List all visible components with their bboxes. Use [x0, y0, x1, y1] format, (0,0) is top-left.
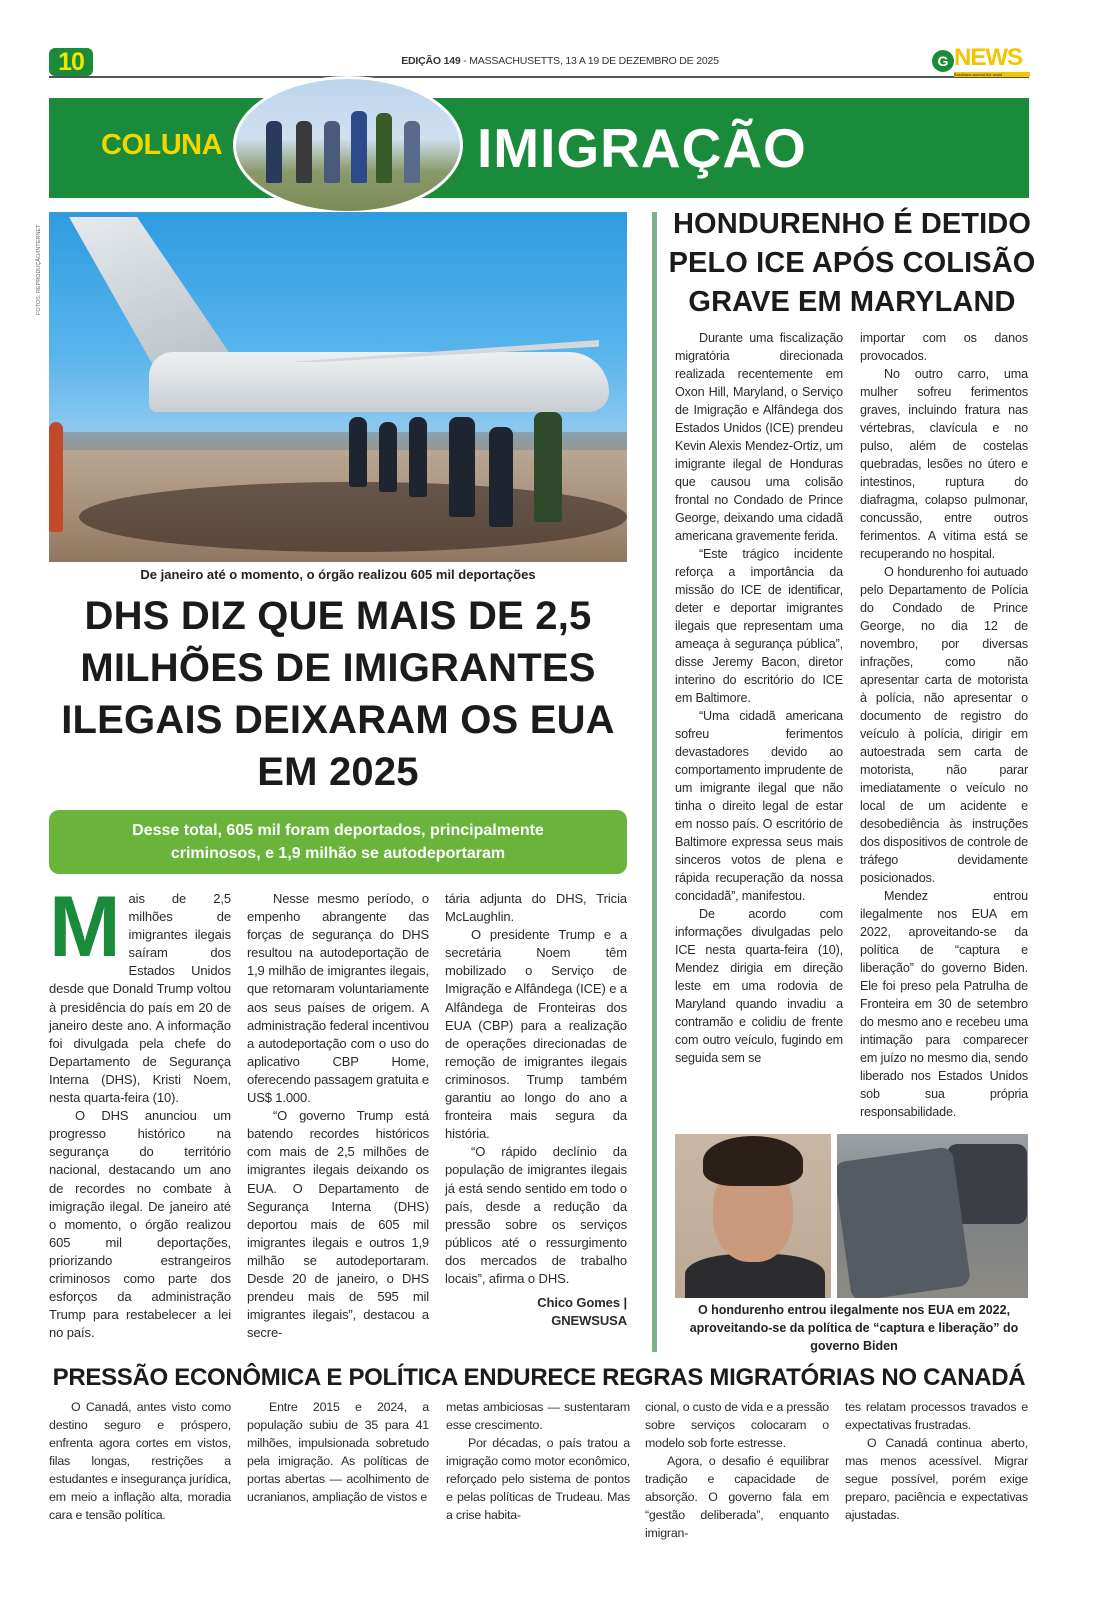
figure — [324, 121, 340, 183]
paragraph: Nesse mesmo período, o empenho abrangente das forças de segurança do DHS resultou na autodeportação de 1,9 milhão de imigrantes ilegais, que retornaram voluntariamente aos seus países de origem. A administração federal incentivou a autodeportação com o uso do aplicativo CBP Home, oferecendo passagem gratuita e US$ 1.000. — [247, 891, 429, 1106]
main-photo-deportation-flight — [49, 212, 627, 562]
gnews-logo[interactable] — [932, 44, 1030, 77]
photo-person — [49, 422, 63, 532]
banner-title: IMIGRAÇÃO — [477, 117, 807, 179]
photo-wrecked-car — [837, 1146, 971, 1298]
photo-plane-fuselage — [149, 352, 609, 412]
main-story-col-3 — [445, 890, 627, 1330]
main-photo-caption: De janeiro até o momento, o órgão realizou 605 mil deportações — [140, 567, 536, 582]
side-photo-caption: O hondurenho entrou ilegalmente nos EUA em 2022, aproveitando-se da política de “captura e liberação” do governo Biden — [689, 1303, 1019, 1353]
paragraph: ais de 2,5 milhões de imigrantes ilegais saíram dos Estados Unidos desde que Donald Trump voltou à presidência do país em 20 de janeiro deste ano. A informação foi divulgada pela chefe do Departamento de Segurança Interna (DHS), Kristi Noem, nesta quarta-feira (10). — [49, 891, 231, 1106]
paragraph: importar com os danos provocados. — [860, 331, 1028, 363]
photo-plane-tail — [69, 217, 239, 367]
banner-kicker: COLUNA — [101, 129, 223, 161]
figure — [404, 121, 420, 183]
column-banner — [49, 98, 1029, 198]
paragraph: Agora, o desafio é equilibrar tradição e capacidade de absorção. O governo fala em “gestão deliberada”, enquanto imigran- — [645, 1454, 829, 1540]
paragraph: O DHS anunciou um progresso histórico na segurança do território nacional, destacando um ano de recordes no combate à imigração ilegal. De janeiro até o momento, o órgão realizou 605 mil deportações, priorizando estrangeiros criminosos como parte dos esforços da administração Trump para restabelecer a lei no país. — [49, 1108, 231, 1341]
logo-tagline: Brazilians around the world — [954, 72, 1030, 77]
banner-photo-migrants — [233, 76, 463, 214]
photo-person — [449, 417, 475, 517]
crash-photo — [837, 1134, 1028, 1298]
canada-col-1 — [49, 1398, 231, 1524]
figure — [376, 113, 392, 183]
paragraph: No outro carro, uma mulher sofreu ferimentos graves, incluindo fratura nas vértebras, clavícula e no pulso, além de costelas quebradas, lesões no útero e intestinos, ruptura do diafragma, colapso pulmonar, concussão, entre outros ferimentos. A vítima está se recuperando no hospital. — [860, 367, 1028, 561]
byline-outlet: GNEWSUSA — [551, 1313, 627, 1329]
photo-person — [489, 427, 513, 527]
byline — [445, 1294, 627, 1330]
paragraph: “Este trágico incidente reforça a importância da missão do ICE de identificar, deter e deportar imigrantes ilegais que representam uma ameaça à segurança pública”, disse Jeremy Bacon, diretor interino do escritório do ICE em Baltimore. — [675, 547, 843, 705]
byline-author: Chico Gomes | — [537, 1295, 627, 1311]
paragraph: O hondurenho foi autuado pelo Departamento de Polícia do Condado de Prince George, no dia 12 de novembro, por diversas infrações, como não apresentar carta de motorista à polícia, não apresentar o documento de registro do veículo à polícia, dirigir em autoestrada sem carta de motorista, não parar imediatamente o veículo no local de um acidente e desobediência às instruções dos dispositivos de controle de tráfego devidamente posicionados. — [860, 565, 1028, 885]
main-headline: DHS DIZ QUE MAIS DE 2,5 MILHÕES DE IMIGRANTES ILEGAIS DEIXARAM OS EUA EM 2025 — [61, 594, 615, 794]
paragraph: “O governo Trump está batendo recordes históricos com mais de 2,5 milhões de imigrantes ilegais deixando os EUA. O Departamento de Segurança Interna (DHS) deportou mais de 605 mil imigrantes ilegais e outros 1,9 milhão se autodeportaram. Desde 20 de janeiro, o DHS prendeu mais de 595 mil imigrantes ilegais”, destacou a secre- — [247, 1108, 429, 1341]
paragraph: metas ambiciosas — sustentaram esse crescimento. — [446, 1400, 630, 1432]
photo-person — [534, 412, 562, 522]
paragraph: Por décadas, o país tratou a imigração como motor econômico, reforçado pelo sistema de pontos e pelas políticas de Trudeau. Mas a crise habita- — [446, 1436, 630, 1522]
main-story-col-2 — [247, 890, 429, 1342]
paragraph: “O rápido declínio da população de imigrantes ilegais já está sendo sentido em todo o país, desde a redução da pressão sobre os serviços públicos até o ressurgimento dos mercados de trabalho locais”, afirma o DHS. — [445, 1144, 627, 1286]
canada-headline: PRESSÃO ECONÔMICA E POLÍTICA ENDURECE REGRAS MIGRATÓRIAS NO CANADÁ — [52, 1364, 1026, 1391]
side-headline: HONDURENHO É DETIDO PELO ICE APÓS COLISÃO GRAVE EM MARYLAND — [668, 208, 1036, 318]
paragraph: Durante uma fiscalização migratória direcionada realizada recentemente em Oxon Hill, Maryland, o Serviço de Imigração e Alfândega dos Estados Unidos (ICE) prendeu Kevin Alexis Mendez-Ortiz, um imigrante ilegal de Honduras que causou uma colisão frontal no Condado de Prince George, deixando uma cidadã americana gravemente ferida. — [675, 331, 843, 543]
edition-label: EDIÇÃO 149 — [401, 55, 461, 67]
paragraph: O Canadá continua aberto, mas menos acessível. Migrar segue possível, porém exige preparo, paciência e expectativas ajustadas. — [845, 1436, 1028, 1522]
paragraph: tes relatam processos travados e expectativas frustradas. — [845, 1400, 1028, 1432]
header-rule — [49, 76, 1029, 78]
figure — [351, 111, 367, 183]
drop-cap: M — [49, 879, 121, 975]
main-story-col-1 — [49, 879, 231, 1342]
paragraph: De acordo com informações divulgadas pelo ICE nesta quarta-feira (10), Mendez dirigia em direção leste em uma rodovia de Maryland quando invadiu a contramão e colidiu de frente com outro veículo, fugindo em seguida sem se — [675, 907, 843, 1065]
paragraph: tária adjunta do DHS, Tricia McLaughlin. — [445, 891, 627, 925]
subheadline-text: Desse total, 605 mil foram deportados, principalmente criminosos, e 1,9 milhão se autodeportaram — [132, 822, 544, 862]
logo-g-icon: G — [932, 50, 954, 72]
photo-person — [379, 422, 397, 492]
photo-person — [409, 417, 427, 497]
side-story-col-1 — [675, 329, 843, 1067]
paragraph: O presidente Trump e a secretária Noem têm mobilizado o Serviço de Imigração e Alfândega (ICE) e a Alfândega de Fronteiras dos EUA (CBP) para a realização de operações direcionadas de remoção de imigrantes ilegais criminosos. Trump também garantiu ao longo do ano a fronteira mais segura da história. — [445, 927, 627, 1142]
canada-col-2 — [247, 1398, 429, 1506]
paragraph: Entre 2015 e 2024, a população subiu de 35 para 41 milhões, impulsionada sobretudo pela imigração. As políticas de portas abertas — acolhimento de ucranianos, ampliação de vistos e — [247, 1400, 429, 1504]
page-number: 10 — [49, 48, 93, 76]
logo-word: NEWS — [954, 44, 1022, 71]
paragraph: “Uma cidadã americana sofreu ferimentos devastadores devido ao comportamento imprudente de um imigrante ilegal que não tinha o direito legal de estar em nosso país. O escritório de Baltimore expressa seus mais sinceros votos de plena e rápida recuperação da nossa concidadã”, manifestou. — [675, 709, 843, 903]
mugshot-photo — [675, 1134, 831, 1298]
figure — [266, 121, 282, 183]
column-divider — [652, 212, 657, 1352]
side-story-col-2 — [860, 329, 1028, 1121]
edition-place-date: - MASSACHUSETTS, 13 A 19 DE DEZEMBRO DE 2025 — [460, 55, 719, 67]
main-subheadline — [49, 810, 627, 874]
paragraph: Mendez entrou ilegalmente nos EUA em 2022, aproveitando-se da política de “captura e liberação” do governo Biden. Ele foi preso pela Patrulha de Fronteira em 30 de setembro do mesmo ano e recebeu uma intimação para comparecer em juízo no mesmo dia, sendo liberado nos Estados Unidos sob sua própria responsabilidade. — [860, 889, 1028, 1119]
canada-col-5 — [845, 1398, 1028, 1524]
paragraph: cional, o custo de vida e a pressão sobre serviços colocaram o modelo sob forte estresse. — [645, 1400, 829, 1450]
edition-line — [300, 55, 820, 67]
paragraph: O Canadá, antes visto como destino seguro e próspero, enfrenta agora cortes em vistos, filas longas, restrições a estudantes e insegurança jurídica, em meio a inflação alta, moradia cara e tensão política. — [49, 1400, 231, 1522]
canada-col-3 — [446, 1398, 630, 1524]
canada-col-4 — [645, 1398, 829, 1542]
photo-credit: FOTOS: REPRODUÇÃO/INTERNET — [36, 224, 42, 315]
photo-person — [349, 417, 367, 487]
figure — [296, 121, 312, 183]
photo-hair — [703, 1136, 803, 1186]
